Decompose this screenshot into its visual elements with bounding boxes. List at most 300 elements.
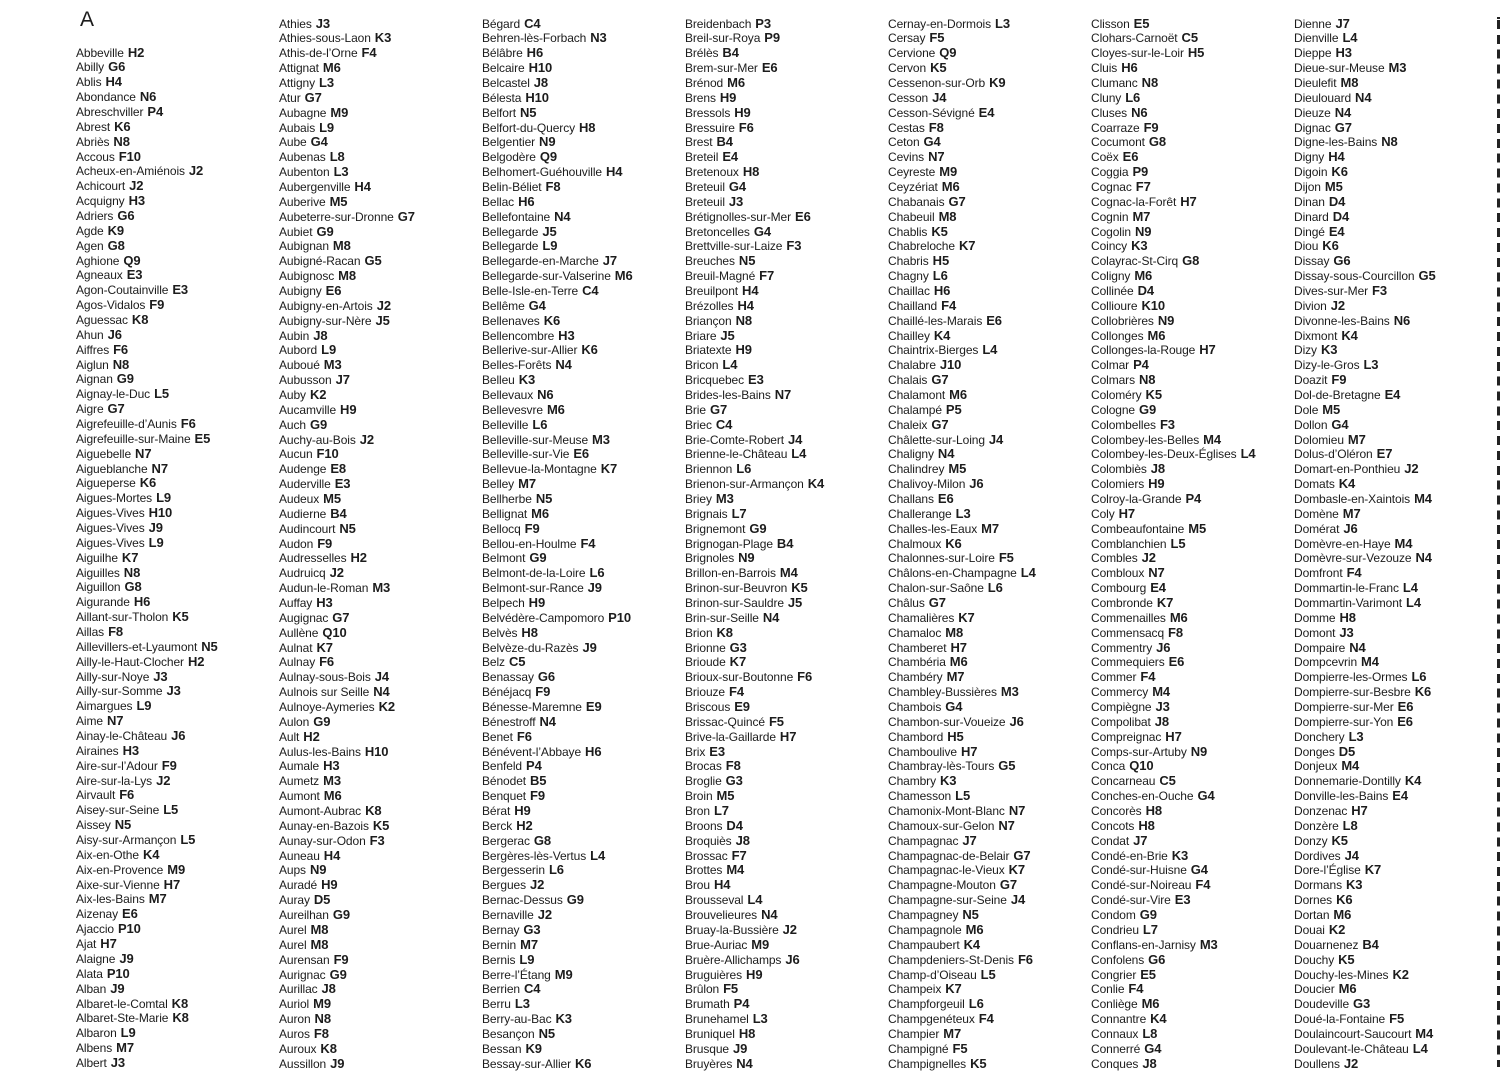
index-entry <box>685 596 885 611</box>
index-entry <box>76 343 276 358</box>
place-name: Chailley <box>888 328 930 343</box>
index-entry <box>279 269 479 284</box>
grid-reference: L5 <box>163 802 179 818</box>
place-name: Brin-sur-Seille <box>685 610 759 625</box>
grid-reference: G6 <box>1148 951 1166 967</box>
index-entry <box>1294 923 1494 938</box>
place-name: Combeaufontaine <box>1091 521 1185 536</box>
grid-reference: J10 <box>939 357 962 373</box>
grid-reference: K5 <box>930 60 947 76</box>
index-entry <box>1294 150 1494 165</box>
place-name: Chablis <box>888 224 928 239</box>
place-name: Coligny <box>1091 269 1131 284</box>
index-entry <box>279 953 479 968</box>
grid-reference: F9 <box>535 684 551 700</box>
place-name: Ailly-sur-Somme <box>76 684 163 699</box>
grid-reference: N8 <box>113 133 130 149</box>
place-name: Achicourt <box>76 179 126 194</box>
grid-reference: J2 <box>376 297 391 313</box>
place-name: Athies-sous-Laon <box>279 31 371 46</box>
place-name: Ceyreste <box>888 165 936 180</box>
grid-reference: N8 <box>1141 74 1159 90</box>
place-name: Audierne <box>279 506 327 521</box>
grid-reference: F3 <box>1159 416 1175 432</box>
place-name: Aurel <box>279 937 307 952</box>
grid-reference: G3 <box>1353 996 1371 1012</box>
index-entry <box>1294 581 1494 596</box>
place-name: Brive-la-Gaillarde <box>685 729 776 744</box>
place-name: Champforgeuil <box>888 997 965 1012</box>
index-entry <box>1091 91 1291 106</box>
index-entry <box>888 150 1088 165</box>
place-name: Congrier <box>1091 967 1137 982</box>
place-name: Aubeterre-sur-Dronne <box>279 209 394 224</box>
grid-reference: M4 <box>726 862 745 878</box>
place-name: Aumetz <box>279 774 320 789</box>
grid-reference: G5 <box>1418 268 1436 284</box>
index-entry <box>1091 447 1291 462</box>
index-entry <box>482 31 682 46</box>
index-entry <box>685 566 885 581</box>
grid-reference: K5 <box>1331 832 1348 848</box>
grid-reference: M6 <box>965 921 984 937</box>
grid-reference: H3 <box>316 595 333 611</box>
grid-reference: G4 <box>1331 416 1349 432</box>
place-name: Ault <box>279 729 300 744</box>
grid-reference: L5 <box>955 788 971 804</box>
place-name: Belcastel <box>482 75 530 90</box>
index-column <box>685 17 885 1072</box>
grid-reference: H2 <box>127 44 145 60</box>
grid-reference: B5 <box>530 773 547 789</box>
index-entry <box>685 804 885 819</box>
place-name: Chambon-sur-Voueize <box>888 714 1006 729</box>
place-name: Albaron <box>76 1026 117 1041</box>
grid-reference: F4 <box>361 45 377 61</box>
place-name: Aulus-les-Bains <box>279 744 361 759</box>
index-entry <box>888 210 1088 225</box>
grid-reference: G6 <box>117 207 135 223</box>
index-entry <box>76 179 276 194</box>
index-entry <box>1294 388 1494 403</box>
grid-reference: J2 <box>1343 1055 1359 1071</box>
place-name: Dollon <box>1294 417 1328 432</box>
index-entry <box>279 819 479 834</box>
index-entry <box>76 892 276 907</box>
index-entry <box>888 239 1088 254</box>
grid-reference: E3 <box>334 476 351 492</box>
index-entry <box>1294 135 1494 150</box>
place-name: Behren-lès-Forbach <box>482 31 587 46</box>
index-entry <box>888 403 1088 418</box>
grid-reference: K8 <box>365 803 382 819</box>
place-name: Auch <box>279 417 306 432</box>
grid-reference: M4 <box>779 565 798 581</box>
place-name: Chalivoy-Milon <box>888 477 966 492</box>
grid-reference: G4 <box>945 699 963 715</box>
place-name: Audincourt <box>279 521 336 536</box>
grid-reference: F4 <box>941 297 957 313</box>
index-entry <box>888 759 1088 774</box>
grid-reference: G3 <box>725 773 743 789</box>
place-name: Champgenéteux <box>888 1012 975 1027</box>
grid-reference: P10 <box>117 921 141 937</box>
place-name: Aulnay <box>279 655 316 670</box>
place-name: Colombey-les-Deux-Églises <box>1091 447 1237 462</box>
index-entry <box>482 314 682 329</box>
place-name: Auneau <box>279 848 320 863</box>
index-entry <box>76 447 276 462</box>
index-entry <box>482 388 682 403</box>
index-entry <box>888 1027 1088 1042</box>
grid-reference: H9 <box>1148 476 1165 492</box>
grid-reference: N4 <box>1415 550 1432 566</box>
index-entry <box>76 105 276 120</box>
index-entry <box>279 121 479 136</box>
place-name: Challans <box>888 492 934 506</box>
place-name: Donges <box>1294 744 1335 759</box>
index-entry <box>279 91 479 106</box>
place-name: Aghione <box>76 253 120 268</box>
grid-reference: M5 <box>716 788 735 804</box>
index-entry <box>76 224 276 239</box>
index-entry <box>1091 61 1291 76</box>
place-name: Bénévent-l’Abbaye <box>482 744 582 759</box>
grid-reference: E6 <box>937 491 954 506</box>
place-name: Condé-sur-Huisne <box>1091 863 1187 878</box>
index-entry <box>685 165 885 180</box>
grid-reference: H8 <box>742 164 760 180</box>
grid-reference: F6 <box>797 669 813 685</box>
index-entry <box>1091 343 1291 358</box>
index-entry <box>685 893 885 908</box>
index-entry <box>482 150 682 165</box>
grid-reference: J2 <box>1141 550 1156 566</box>
grid-reference: K6 <box>581 342 598 358</box>
place-name: Compreignac <box>1091 729 1162 744</box>
index-entry <box>76 239 276 254</box>
grid-reference: K4 <box>1404 773 1422 789</box>
place-name: Conliège <box>1091 997 1138 1012</box>
grid-reference: M8 <box>338 268 356 284</box>
grid-reference: M3 <box>715 491 734 506</box>
grid-reference: F3 <box>369 832 385 848</box>
index-entry <box>1294 61 1494 76</box>
place-name: Collobrières <box>1091 313 1154 328</box>
place-name: Colombey-les-Belles <box>1091 432 1200 447</box>
place-name: Brillon-en-Barrois <box>685 566 776 581</box>
grid-reference: F9 <box>530 788 545 804</box>
grid-reference: F4 <box>978 1011 994 1027</box>
grid-reference: K9 <box>525 1040 542 1056</box>
grid-reference: G9 <box>116 371 134 387</box>
place-name: Dompierre-sur-Besbre <box>1294 685 1411 700</box>
place-name: Aigurande <box>76 595 130 610</box>
grid-reference: L5 <box>180 832 196 848</box>
index-entry <box>482 492 682 507</box>
place-name: Champaubert <box>888 937 960 952</box>
index-entry <box>1294 17 1494 32</box>
index-entry <box>1294 715 1494 730</box>
index-entry <box>888 685 1088 700</box>
index-entry <box>1294 418 1494 433</box>
place-name: Aigues-Vives <box>76 506 145 521</box>
grid-reference: L3 <box>995 15 1010 31</box>
grid-reference: J3 <box>315 15 331 31</box>
grid-reference: G8 <box>1182 253 1200 269</box>
place-name: Ajaccio <box>76 922 114 937</box>
place-name: Aigues-Vives <box>76 521 145 535</box>
index-entry <box>888 373 1088 388</box>
place-name: Combles <box>1091 551 1138 566</box>
place-name: Bellou-en-Houlme <box>482 536 577 551</box>
index-entry <box>1091 46 1291 61</box>
index-entry <box>888 997 1088 1012</box>
index-entry <box>1294 700 1494 715</box>
grid-reference: N7 <box>1148 565 1165 581</box>
grid-reference: K6 <box>543 312 561 328</box>
index-entry <box>1294 447 1494 462</box>
place-name: Cognin <box>1091 209 1129 224</box>
grid-reference: F9 <box>317 535 333 551</box>
place-name: Bellefontaine <box>482 209 551 224</box>
place-name: Cogolin <box>1091 224 1131 239</box>
index-entry <box>76 729 276 744</box>
place-name: Brioux-sur-Boutonne <box>685 670 794 685</box>
index-entry <box>888 968 1088 983</box>
index-entry <box>482 982 682 997</box>
index-entry <box>1294 522 1494 537</box>
index-entry <box>888 819 1088 834</box>
grid-reference: M8 <box>310 921 329 937</box>
index-entry <box>1091 715 1291 730</box>
grid-reference: K8 <box>172 1010 189 1026</box>
index-entry <box>1091 17 1291 32</box>
place-name: Brumath <box>685 997 730 1012</box>
index-entry <box>685 343 885 358</box>
grid-reference: N3 <box>590 30 607 46</box>
place-name: Digny <box>1294 150 1325 165</box>
grid-reference: G3 <box>729 639 747 655</box>
index-entry <box>888 284 1088 299</box>
grid-reference: E5 <box>1133 15 1150 31</box>
place-name: Brie-Comte-Robert <box>685 432 784 447</box>
place-name: Domèvre-en-Haye <box>1294 536 1391 551</box>
grid-reference: J7 <box>962 832 977 848</box>
place-name: Commercy <box>1091 685 1149 700</box>
index-entry <box>1091 507 1291 522</box>
index-entry <box>76 699 276 714</box>
grid-reference: L9 <box>148 534 164 550</box>
grid-reference: N5 <box>962 907 979 923</box>
index-entry <box>685 299 885 314</box>
index-entry <box>1091 581 1291 596</box>
place-name: Aubergenville <box>279 179 351 194</box>
place-name: Bruay-la-Bussière <box>685 922 779 937</box>
index-entry <box>685 611 885 626</box>
index-entry <box>1294 239 1494 254</box>
index-entry <box>1091 373 1291 388</box>
grid-reference: G4 <box>1144 1040 1162 1056</box>
grid-reference: K8 <box>171 995 189 1011</box>
place-name: Ailly-sur-Noye <box>76 669 150 684</box>
place-name: Bricon <box>685 358 719 373</box>
place-name: Combronde <box>1091 596 1153 611</box>
place-name: Aubignan <box>279 239 329 254</box>
index-entry <box>279 863 479 878</box>
place-name: Brest <box>685 135 713 150</box>
index-entry <box>1294 121 1494 136</box>
grid-reference: G6 <box>537 669 556 685</box>
index-entry <box>279 46 479 61</box>
place-name: Chaillé-les-Marais <box>888 313 983 328</box>
grid-reference: F9 <box>1143 119 1159 135</box>
index-entry <box>482 908 682 923</box>
index-entry <box>888 76 1088 91</box>
index-entry <box>888 433 1088 448</box>
grid-reference: L9 <box>519 951 535 967</box>
index-entry <box>279 343 479 358</box>
grid-reference: F9 <box>149 297 165 313</box>
place-name: Benfeld <box>482 759 522 774</box>
index-entry <box>1294 210 1494 225</box>
grid-reference: H10 <box>364 743 389 759</box>
grid-reference: L6 <box>932 268 948 284</box>
place-name: Agneaux <box>76 268 123 283</box>
index-entry <box>279 135 479 150</box>
grid-reference: N8 <box>735 312 752 328</box>
place-name: Airvault <box>76 788 116 803</box>
place-name: Champagnole <box>888 922 962 937</box>
place-name: Bellocq <box>482 521 521 536</box>
place-name: Briec <box>685 417 712 432</box>
grid-reference: H8 <box>1145 803 1162 819</box>
index-entry <box>482 938 682 953</box>
index-entry <box>482 893 682 908</box>
index-entry <box>685 537 885 552</box>
grid-reference: L4 <box>747 892 763 908</box>
place-name: Abreschviller <box>76 104 144 119</box>
index-entry <box>279 1057 479 1072</box>
index-entry <box>482 581 682 596</box>
place-name: Dornes <box>1294 893 1333 908</box>
grid-reference: J8 <box>1154 713 1169 729</box>
index-column <box>279 17 479 1072</box>
grid-reference: M5 <box>1322 401 1341 417</box>
grid-reference: L6 <box>968 996 984 1012</box>
grid-reference: F8 <box>313 1025 329 1041</box>
grid-reference: N8 <box>112 356 130 372</box>
index-entry <box>1091 641 1291 656</box>
index-entry <box>685 522 885 537</box>
index-entry <box>1294 878 1494 893</box>
place-name: Aubigny-sur-Nère <box>279 313 372 328</box>
grid-reference: L7 <box>1142 921 1158 937</box>
place-name: Conflans-en-Jarnisy <box>1091 937 1196 952</box>
grid-reference: J2 <box>1404 461 1419 477</box>
grid-reference: H2 <box>350 550 367 566</box>
index-entry <box>279 893 479 908</box>
index-entry <box>482 641 682 656</box>
grid-reference: E3 <box>748 372 764 388</box>
index-entry <box>888 225 1088 240</box>
grid-reference: H4 <box>1328 149 1345 165</box>
index-entry <box>685 878 885 893</box>
index-entry <box>76 625 276 640</box>
index-entry <box>482 46 682 61</box>
index-entry <box>888 1057 1088 1072</box>
index-entry <box>888 700 1088 715</box>
grid-reference: N4 <box>1355 89 1372 105</box>
grid-reference: K6 <box>945 535 962 551</box>
grid-reference: G3 <box>523 921 541 937</box>
index-entry <box>1294 626 1494 641</box>
index-entry <box>685 254 885 269</box>
grid-reference: J8 <box>313 327 328 343</box>
place-name: Commentry <box>1091 640 1153 655</box>
index-entry <box>1091 878 1291 893</box>
place-name: Bellegarde-sur-Valserine <box>482 269 611 284</box>
grid-reference: G9 <box>529 550 547 566</box>
grid-reference: L7 <box>731 505 747 521</box>
place-name: Belcaire <box>482 61 525 76</box>
index-entry <box>685 507 885 522</box>
place-name: Dieue-sur-Meuse <box>1294 61 1385 76</box>
index-entry <box>76 254 276 269</box>
grid-reference: N8 <box>314 1011 331 1027</box>
grid-reference: G9 <box>313 713 331 729</box>
place-name: Bellême <box>482 298 525 313</box>
index-entry <box>1091 254 1291 269</box>
grid-reference: L4 <box>1402 580 1418 596</box>
index-entry <box>888 923 1088 938</box>
index-entry <box>482 878 682 893</box>
place-name: Châlons-en-Champagne <box>888 566 1017 581</box>
grid-reference: G7 <box>928 595 946 611</box>
grid-reference: H6 <box>518 193 535 209</box>
grid-reference: N5 <box>538 1025 555 1041</box>
place-name: Ahun <box>76 327 104 342</box>
grid-reference: K7 <box>729 654 747 670</box>
place-name: Aucun <box>279 447 313 462</box>
index-entry <box>76 462 276 477</box>
grid-reference: K8 <box>320 1040 337 1056</box>
place-name: Cervione <box>888 46 936 61</box>
grid-reference: G7 <box>709 401 728 417</box>
grid-reference: J8 <box>1142 1055 1157 1071</box>
place-name: Alban <box>76 981 107 996</box>
grid-reference: G7 <box>397 208 415 224</box>
place-name: Agon-Coutainville <box>76 283 169 298</box>
index-entry <box>1091 195 1291 210</box>
grid-reference: H7 <box>163 876 181 892</box>
grid-reference: H10 <box>148 505 173 521</box>
grid-reference: N4 <box>554 208 571 224</box>
index-entry <box>1294 507 1494 522</box>
place-name: Bellherbe <box>482 492 532 506</box>
grid-reference: F3 <box>1372 282 1388 298</box>
place-name: Aigues-Mortes <box>76 491 153 506</box>
grid-reference: F6 <box>319 654 335 670</box>
grid-reference: J4 <box>932 89 947 105</box>
index-entry <box>1091 1027 1291 1042</box>
index-entry <box>279 923 479 938</box>
index-entry <box>279 789 479 804</box>
grid-reference: E3 <box>126 267 143 283</box>
place-name: Briouze <box>685 685 725 700</box>
grid-reference: H7 <box>1199 342 1216 358</box>
index-entry <box>1091 819 1291 834</box>
